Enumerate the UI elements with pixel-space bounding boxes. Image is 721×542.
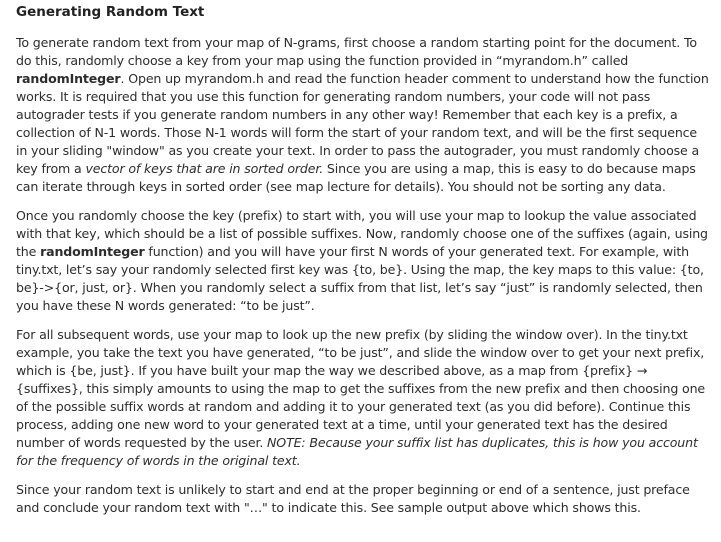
paragraph-4: [16, 481, 711, 517]
paragraph-2-text-a: Once you randomly choose the key (prefix) to start with, you will use your map to lookup the value associated with that key, which should be a list of possible suffixes. Now, randomly choose one of the suffixes (again, using the: [16, 208, 708, 259]
note-emphasis: NOTE: Because your suffix list has duplicates, this is how you account for the frequency of words in the original text.: [16, 435, 698, 468]
function-name-bold: randomInteger: [40, 244, 145, 259]
paragraph-1-text-a: To generate random text from your map of N-grams, first choose a random starting point for the document. To do this, randomly choose a key from your map using the function provided in “myrandom.h” called: [16, 35, 697, 68]
function-name-bold: randomInteger: [16, 71, 121, 86]
paragraph-3: [16, 326, 711, 470]
paragraph-2: [16, 207, 711, 315]
paragraph-1-text-c: Since you are using a map, this is easy to do because maps can iterate through keys in sorted order (see map lecture for details). You should not be sorting any data.: [16, 161, 696, 194]
section-heading: Generating Random Text: [16, 4, 205, 20]
paragraph-4-text: Since your random text is unlikely to start and end at the proper beginning or end of a sentence, just preface and conclude your random text with "…" to indicate this. See sample output above which shows this.: [16, 482, 690, 515]
paragraph-1: [16, 34, 711, 196]
paragraph-2-text-b: function) and you will have your first N words of your generated text. For example, with tiny.txt, let’s say your randomly selected first key was {to, be}. Using the map, the key maps to this value: {to, be}->{or, just, or}. When you randomly select a suffix from that list, let’s say “just” is randomly selected, then you have these N words generated: “to be just”.: [16, 244, 704, 313]
sorted-keys-emphasis: vector of keys that are in sorted order.: [85, 161, 324, 176]
paragraph-1-text-b: . Open up myrandom.h and read the function header comment to understand how the function works. It is required that you use this function for generating random numbers, your code will not pass autograder tests if you generate random numbers in any other way! Remember that each key is a prefix, a collection of N-1 words. Those N-1 words will form the start of your random text, and will be the first sequence in your sliding "window" as you create your text. In order to pass the autograder, you must randomly choose a key from a: [16, 71, 709, 176]
paragraph-3-text-a: For all subsequent words, use your map to look up the new prefix (by sliding the window over). In the tiny.txt example, you take the text you have generated, “to be just”, and slide the window over to get your next prefix, which is {be, just}. If you have built your map the way we described above, as a map from {prefix} → {suffixes}, this simply amounts to using the map to get the suffixes from the new prefix and then choosing one of the possible suffix words at random and adding it to your generated text (as you did before). Continue this process, adding one new word to your generated text at a time, until your generated text has the desired number of words requested by the user.: [16, 327, 706, 450]
